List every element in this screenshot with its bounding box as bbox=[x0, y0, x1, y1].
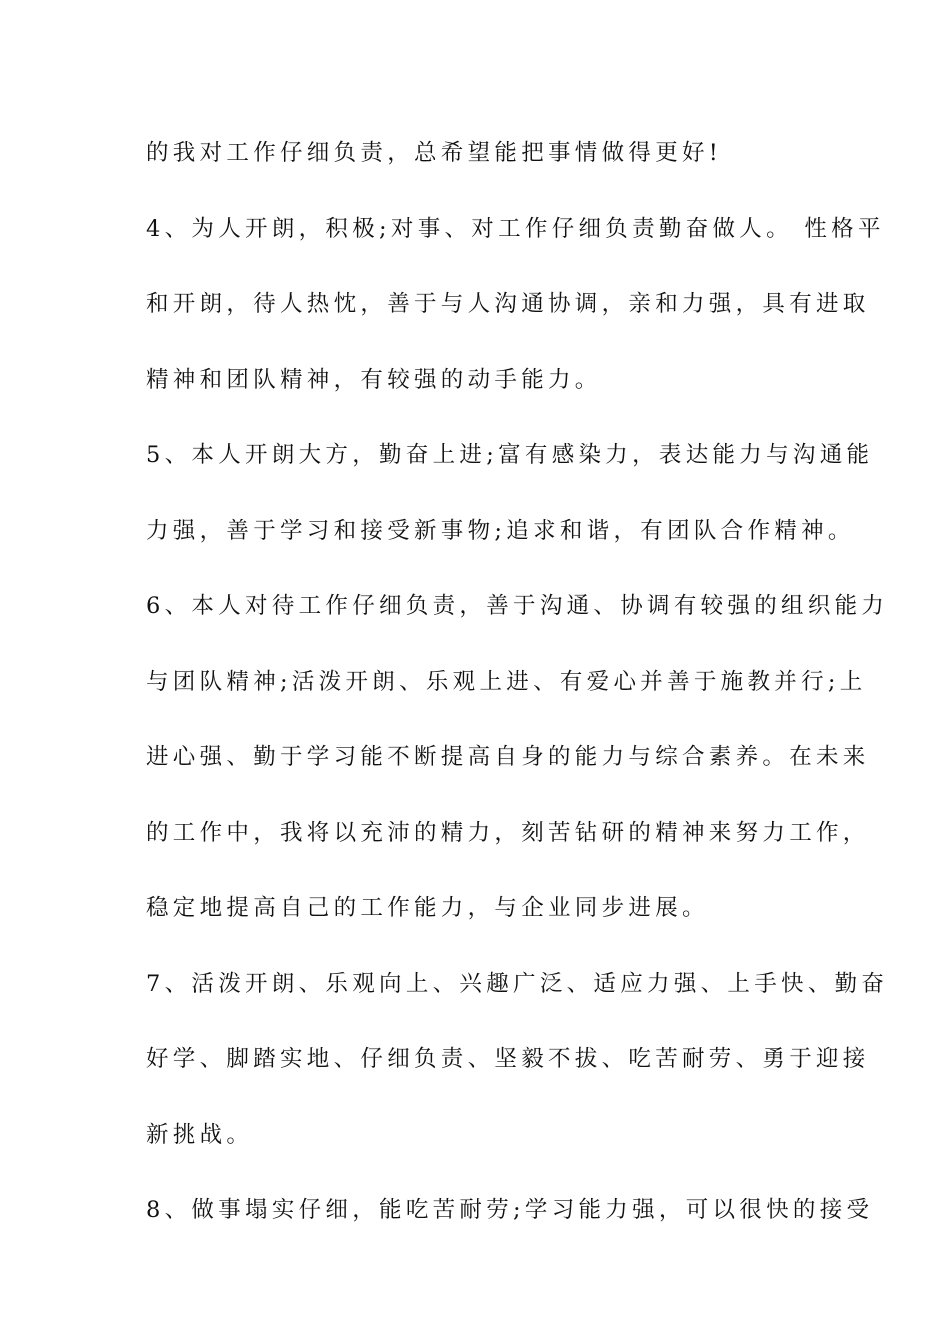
text-line: 8、做事塌实仔细，能吃苦耐劳;学习能力强，可以很快的接受 bbox=[146, 1197, 874, 1223]
text-line: 与团队精神;活泼开朗、乐观上进、有爱心并善于施教并行;上 bbox=[146, 668, 867, 695]
text-line: 的我对工作仔细负责，总希望能把事情做得更好! bbox=[146, 140, 723, 166]
text-line: 的工作中，我将以充沛的精力，刻苦钻研的精神来努力工作， bbox=[146, 819, 870, 846]
text-line: 好学、脚踏实地、仔细负责、坚毅不拔、吃苦耐劳、勇于迎接 bbox=[146, 1046, 870, 1072]
text-line: 新挑战。 bbox=[146, 1121, 254, 1148]
text-line: 4、为人开朗，积极;对事、对工作仔细负责勤奋做人。 性格平 bbox=[146, 215, 885, 242]
text-line: 力强，善于学习和接受新事物;追求和谐，有团队合作精神。 bbox=[146, 517, 855, 544]
text-line: 进心强、勤于学习能不断提高自身的能力与综合素养。在未来 bbox=[146, 744, 870, 770]
text-line: 稳定地提高自己的工作能力，与企业同步进展。 bbox=[146, 895, 709, 921]
text-line: 5、本人开朗大方，勤奋上进;富有感染力，表达能力与沟通能 bbox=[146, 442, 874, 468]
text-line: 6、本人对待工作仔细负责，善于沟通、协调有较强的组织能力 bbox=[146, 593, 889, 619]
text-line: 精神和团队精神，有较强的动手能力。 bbox=[146, 366, 602, 393]
text-line: 7、活泼开朗、乐观向上、兴趣广泛、适应力强、上手快、勤奋 bbox=[146, 970, 889, 997]
text-line: 和开朗，待人热忱，善于与人沟通协调，亲和力强，具有进取 bbox=[146, 291, 870, 317]
document-body bbox=[146, 128, 889, 1261]
